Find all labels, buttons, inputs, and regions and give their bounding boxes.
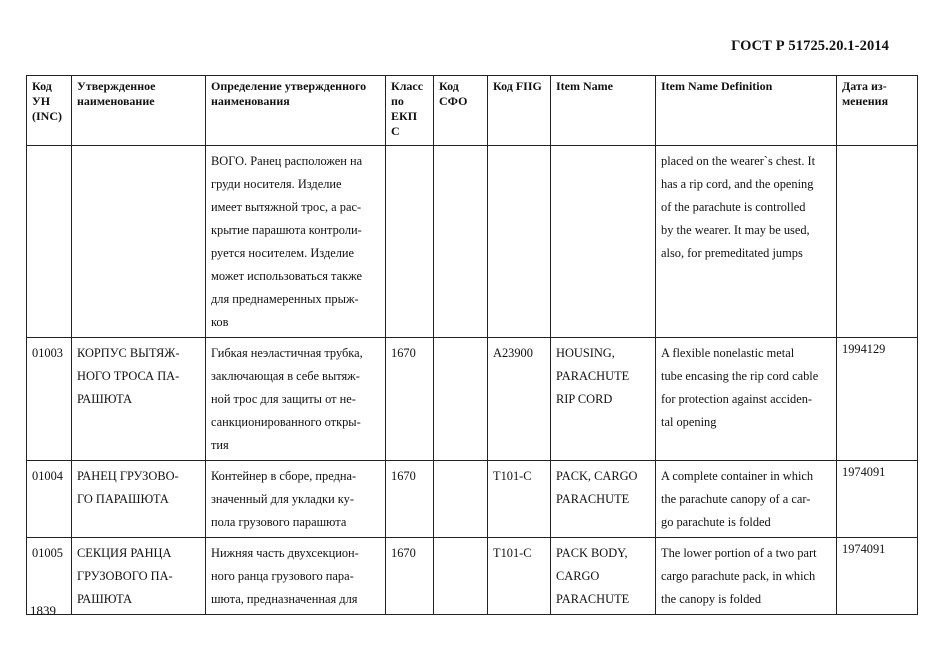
page-number: 1839: [30, 603, 56, 618]
cell-definition: Гибкая неэластичная трубка, заключающая в себе вытяж- ной трос для защиты от не- санкционированного откры- тия: [206, 338, 386, 461]
table-row: [27, 338, 918, 461]
cell-item-name: [551, 146, 656, 338]
header-class: Класс по ЕКП С: [386, 76, 434, 146]
cell-item-name: HOUSING, PARACHUTE RIP CORD: [551, 338, 656, 461]
cell-approved-name: КОРПУС ВЫТЯЖ- НОГО ТРОСА ПА- РАШЮТА: [72, 338, 206, 461]
cell-approved-name: СЕКЦИЯ РАНЦА ГРУЗОВОГО ПА- РАШЮТА: [72, 538, 206, 615]
header-item-name: Item Name: [551, 76, 656, 146]
cell-class: 1670: [386, 538, 434, 615]
cell-item-name-definition: A flexible nonelastic metal tube encasing the rip cord cable for protection against acciden- tal opening: [656, 338, 837, 461]
catalog-table: [26, 75, 918, 615]
cell-definition: Контейнер в сборе, предна- значенный для укладки ку- пола грузового парашюта: [206, 461, 386, 538]
cell-class: 1670: [386, 338, 434, 461]
cell-fiig: [488, 146, 551, 338]
cell-code: 01004: [27, 461, 72, 538]
table-row: [27, 146, 918, 338]
cell-code: 01003: [27, 338, 72, 461]
cell-item-name: PACK BODY, CARGO PARACHUTE: [551, 538, 656, 615]
cell-fiig: T101-C: [488, 461, 551, 538]
cell-item-name-definition: The lower portion of a two part cargo parachute pack, in which the canopy is folded: [656, 538, 837, 615]
cell-fiig: T101-C: [488, 538, 551, 615]
cell-change-date: 1994129: [837, 338, 918, 461]
header-row: [27, 76, 918, 146]
cell-sfo: [434, 338, 488, 461]
cell-approved-name: РАНЕЦ ГРУЗОВО- ГО ПАРАШЮТА: [72, 461, 206, 538]
cell-sfo: [434, 146, 488, 338]
cell-item-name-definition: A complete container in which the parachute canopy of a car- go parachute is folded: [656, 461, 837, 538]
cell-change-date: [837, 146, 918, 338]
header-change-date: Дата из- менения: [837, 76, 918, 146]
cell-item-name-definition: placed on the wearer`s chest. It has a rip cord, and the opening of the parachute is controlled by the wearer. It may be used, also, for premeditated jumps: [656, 146, 837, 338]
cell-class: 1670: [386, 461, 434, 538]
table-row: [27, 538, 918, 615]
header-definition: Определение утвержденного наименования: [206, 76, 386, 146]
cell-class: [386, 146, 434, 338]
cell-code: 01005: [27, 538, 72, 615]
cell-code: [27, 146, 72, 338]
header-item-name-definition: Item Name Definition: [656, 76, 837, 146]
header-sfo: Код СФО: [434, 76, 488, 146]
header-fiig: Код FIIG: [488, 76, 551, 146]
cell-fiig: A23900: [488, 338, 551, 461]
cell-approved-name: [72, 146, 206, 338]
cell-change-date: 1974091: [837, 538, 918, 615]
cell-sfo: [434, 461, 488, 538]
cell-definition: Нижняя часть двухсекцион- ного ранца грузового пара- шюта, предназначенная для: [206, 538, 386, 615]
cell-item-name: PACK, CARGO PARACHUTE: [551, 461, 656, 538]
standard-id: ГОСТ Р 51725.20.1-2014: [731, 38, 889, 54]
header-code: Код УН (INC): [27, 76, 72, 146]
table-row: [27, 461, 918, 538]
cell-sfo: [434, 538, 488, 615]
cell-definition: ВОГО. Ранец расположен на груди носителя. Изделие имеет вытяжной трос, а рас- крытие парашюта контроли- руется носителем. Изделие может использоваться также для преднамеренных прыж- ков: [206, 146, 386, 338]
cell-change-date: 1974091: [837, 461, 918, 538]
header-approved-name: Утвержденное наименование: [72, 76, 206, 146]
